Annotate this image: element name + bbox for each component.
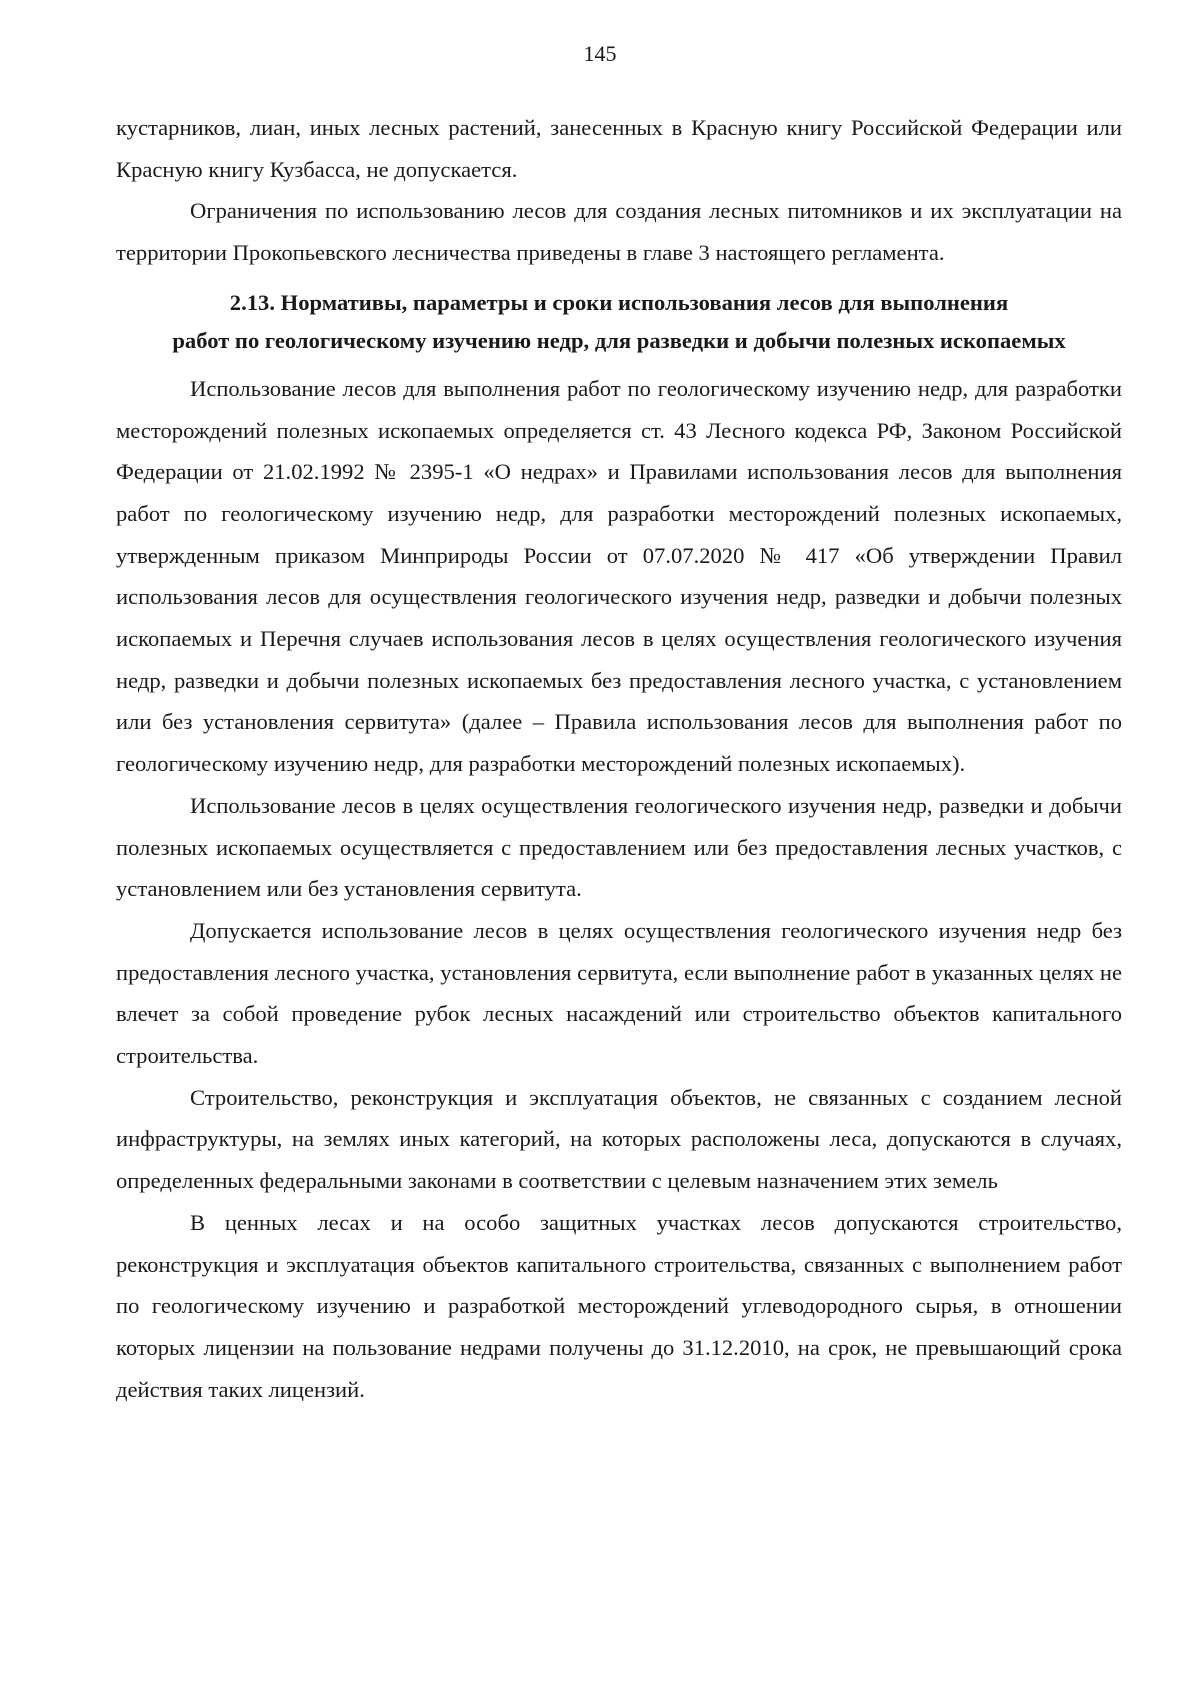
- paragraph-use-with-or-without-plots: Использование лесов в целях осуществления геологического изучения недр, разведки и добычи полезных ископаемых осуществляется с предоставлением или без предоставления лесных участков, с установлением или без установления сервитута.: [116, 792, 1122, 902]
- paragraph-use-without-plot: Допускается использование лесов в целях осуществления геологического изучения недр без предоставления лесного участка, установления сервитута, если выполнение работ в указанных целях не влечет за собой проведение рубок лесных насаждений или строительство объектов капитального строительства.: [116, 917, 1122, 1069]
- paragraph-legal-basis: Использование лесов для выполнения работ по геологическому изучению недр, для разработки месторождений полезных ископаемых определяется ст. 43 Лесного кодекса РФ, Законом Российской Федерации от 21.02.1992 № 2395-1 «О недрах» и Правилами использования лесов для выполнения работ по геологическому изучению недр, для разработки месторождений полезных ископаемых, утвержденным приказом Минприроды России от 07.07.2020 № 417 «Об утверждении Правил использования лесов для осуществления геологического изучения недр, разведки и добычи полезных ископаемых и Перечня случаев использования лесов в целях осуществления геологического изучения недр, разведки и добычи полезных ископаемых без предоставления лесного участка, с установлением или без установления сервитута» (далее – Правила использования лесов для выполнения работ по геологическому изучению недр, для разработки месторождений полезных ископаемых).: [116, 375, 1122, 777]
- section-heading: [116, 284, 1122, 360]
- page-number: 145: [583, 41, 617, 66]
- section-heading-line-2: работ по геологическому изучению недр, для разведки и добычи полезных ископаемых: [172, 327, 1066, 353]
- paragraph-valuable-forests: В ценных лесах и на особо защитных участках лесов допускаются строительство, реконструкция и эксплуатация объектов капитального строительства, связанных с выполнением работ по геологическому изучению и разработкой месторождений углеводородного сырья, в отношении которых лицензии на пользование недрами получены до 31.12.2010, на срок, не превышающий срока действия таких лицензий.: [116, 1209, 1122, 1402]
- document-body: [116, 107, 1122, 1410]
- section-heading-line-1: 2.13. Нормативы, параметры и сроки использования лесов для выполнения: [229, 289, 1009, 315]
- paragraph-continuation: кустарников, лиан, иных лесных растений, занесенных в Красную книгу Российской Федерации или Красную книгу Кузбасса, не допускается.: [116, 115, 1122, 182]
- paragraph-nursery-restrictions: Ограничения по использованию лесов для создания лесных питомников и их эксплуатации на территории Прокопьевского лесничества приведены в главе 3 настоящего регламента.: [116, 198, 1122, 266]
- paragraph-construction-other-lands: Строительство, реконструкция и эксплуатация объектов, не связанных с созданием лесной инфраструктуры, на землях иных категорий, на которых расположены леса, допускаются в случаях, определенных федеральными законами в соответствии с целевым назначением этих земель: [116, 1084, 1122, 1194]
